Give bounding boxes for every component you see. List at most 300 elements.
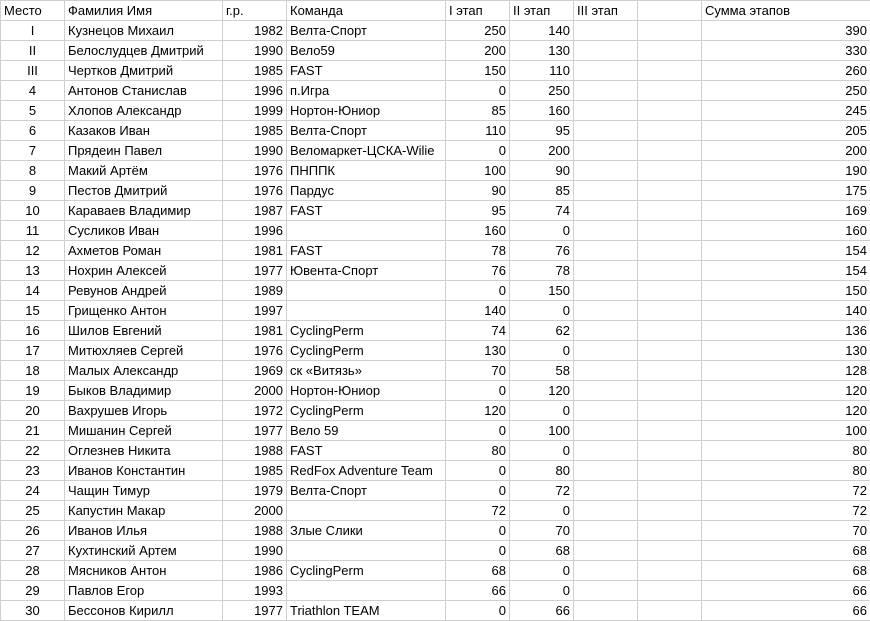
name-cell[interactable]: Казаков Иван	[65, 121, 223, 141]
birth-year-cell[interactable]: 1977	[223, 601, 287, 621]
place-cell[interactable]: 25	[1, 501, 65, 521]
name-cell[interactable]: Митюхляев Сергей	[65, 341, 223, 361]
stage-3-cell[interactable]	[574, 41, 638, 61]
stage-2-cell[interactable]: 72	[510, 481, 574, 501]
stage-3-cell[interactable]	[574, 341, 638, 361]
birth-year-cell[interactable]: 1976	[223, 341, 287, 361]
team-cell[interactable]	[287, 501, 446, 521]
place-cell[interactable]: 15	[1, 301, 65, 321]
empty-cell[interactable]	[638, 401, 702, 421]
team-cell[interactable]	[287, 281, 446, 301]
place-cell[interactable]: 26	[1, 521, 65, 541]
total-cell[interactable]: 130	[702, 341, 870, 361]
empty-cell[interactable]	[638, 221, 702, 241]
empty-cell[interactable]	[638, 181, 702, 201]
total-cell[interactable]: 72	[702, 481, 870, 501]
stage-1-cell[interactable]: 78	[446, 241, 510, 261]
table-row	[1, 121, 870, 141]
stage-3-cell[interactable]	[574, 261, 638, 281]
birth-year-cell[interactable]: 1981	[223, 241, 287, 261]
total-cell[interactable]: 80	[702, 461, 870, 481]
name-cell[interactable]: Мишанин Сергей	[65, 421, 223, 441]
stage-3-cell[interactable]	[574, 221, 638, 241]
stage-1-cell[interactable]: 70	[446, 361, 510, 381]
birth-year-cell[interactable]: 2000	[223, 501, 287, 521]
empty-cell[interactable]	[638, 101, 702, 121]
stage-1-cell[interactable]: 0	[446, 541, 510, 561]
stage-1-cell[interactable]: 100	[446, 161, 510, 181]
team-cell[interactable]: Пардус	[287, 181, 446, 201]
stage-2-cell[interactable]: 70	[510, 521, 574, 541]
empty-cell[interactable]	[638, 441, 702, 461]
stage-1-cell[interactable]: 120	[446, 401, 510, 421]
empty-cell[interactable]	[638, 321, 702, 341]
stage-3-cell[interactable]	[574, 541, 638, 561]
total-cell[interactable]: 68	[702, 561, 870, 581]
birth-year-cell[interactable]: 1997	[223, 301, 287, 321]
birth-year-cell[interactable]: 1988	[223, 441, 287, 461]
team-cell[interactable]: Нортон-Юниор	[287, 381, 446, 401]
place-cell[interactable]: 28	[1, 561, 65, 581]
stage-1-cell[interactable]: 0	[446, 81, 510, 101]
birth-year-cell[interactable]: 1996	[223, 221, 287, 241]
header-empty[interactable]	[638, 1, 702, 21]
stage-3-cell[interactable]	[574, 601, 638, 621]
place-cell[interactable]: 4	[1, 81, 65, 101]
team-cell[interactable]: Веломаркет-ЦСКА-Wilie	[287, 141, 446, 161]
place-cell[interactable]: 8	[1, 161, 65, 181]
team-cell[interactable]: FAST	[287, 241, 446, 261]
table-row	[1, 581, 870, 601]
name-cell[interactable]: Кухтинский Артем	[65, 541, 223, 561]
total-cell[interactable]: 390	[702, 21, 870, 41]
stage-3-cell[interactable]	[574, 161, 638, 181]
stage-3-cell[interactable]	[574, 481, 638, 501]
name-cell[interactable]: Ахметов Роман	[65, 241, 223, 261]
place-cell[interactable]: 23	[1, 461, 65, 481]
header-team[interactable]: Команда	[287, 1, 446, 21]
birth-year-cell[interactable]: 1982	[223, 21, 287, 41]
table-row	[1, 561, 870, 581]
birth-year-cell[interactable]: 1969	[223, 361, 287, 381]
stage-2-cell[interactable]: 150	[510, 281, 574, 301]
table-row	[1, 381, 870, 401]
stage-3-cell[interactable]	[574, 521, 638, 541]
header-stage-2[interactable]: II этап	[510, 1, 574, 21]
total-cell[interactable]: 66	[702, 581, 870, 601]
total-cell[interactable]: 66	[702, 601, 870, 621]
name-cell[interactable]: Капустин Макар	[65, 501, 223, 521]
name-cell[interactable]: Быков Владимир	[65, 381, 223, 401]
empty-cell[interactable]	[638, 161, 702, 181]
empty-cell[interactable]	[638, 341, 702, 361]
place-cell[interactable]: 5	[1, 101, 65, 121]
empty-cell[interactable]	[638, 561, 702, 581]
team-cell[interactable]: RedFox Adventure Team	[287, 461, 446, 481]
empty-cell[interactable]	[638, 61, 702, 81]
stage-3-cell[interactable]	[574, 241, 638, 261]
stage-2-cell[interactable]: 85	[510, 181, 574, 201]
empty-cell[interactable]	[638, 421, 702, 441]
stage-1-cell[interactable]: 0	[446, 521, 510, 541]
total-cell[interactable]: 154	[702, 241, 870, 261]
birth-year-cell[interactable]: 1972	[223, 401, 287, 421]
place-cell[interactable]: 7	[1, 141, 65, 161]
place-cell[interactable]: 24	[1, 481, 65, 501]
place-cell[interactable]: 6	[1, 121, 65, 141]
birth-year-cell[interactable]: 2000	[223, 381, 287, 401]
stage-1-cell[interactable]: 0	[446, 421, 510, 441]
stage-3-cell[interactable]	[574, 21, 638, 41]
stage-1-cell[interactable]: 76	[446, 261, 510, 281]
stage-1-cell[interactable]: 200	[446, 41, 510, 61]
stage-2-cell[interactable]: 0	[510, 581, 574, 601]
team-cell[interactable]	[287, 301, 446, 321]
team-cell[interactable]: FAST	[287, 201, 446, 221]
empty-cell[interactable]	[638, 141, 702, 161]
stage-1-cell[interactable]: 80	[446, 441, 510, 461]
place-cell[interactable]: 30	[1, 601, 65, 621]
birth-year-cell[interactable]: 1990	[223, 541, 287, 561]
empty-cell[interactable]	[638, 361, 702, 381]
name-cell[interactable]: Хлопов Александр	[65, 101, 223, 121]
stage-2-cell[interactable]: 0	[510, 221, 574, 241]
stage-1-cell[interactable]: 0	[446, 461, 510, 481]
stage-3-cell[interactable]	[574, 201, 638, 221]
stage-1-cell[interactable]: 90	[446, 181, 510, 201]
place-cell[interactable]: 11	[1, 221, 65, 241]
header-stage-3[interactable]: III этап	[574, 1, 638, 21]
place-cell[interactable]: 22	[1, 441, 65, 461]
team-cell[interactable]: CyclingPerm	[287, 321, 446, 341]
birth-year-cell[interactable]: 1979	[223, 481, 287, 501]
total-cell[interactable]: 100	[702, 421, 870, 441]
total-cell[interactable]: 260	[702, 61, 870, 81]
stage-1-cell[interactable]: 0	[446, 601, 510, 621]
stage-2-cell[interactable]: 90	[510, 161, 574, 181]
team-cell[interactable]: Вело59	[287, 41, 446, 61]
empty-cell[interactable]	[638, 381, 702, 401]
team-cell[interactable]: Ювента-Спорт	[287, 261, 446, 281]
place-cell[interactable]: 14	[1, 281, 65, 301]
header-stage-1[interactable]: I этап	[446, 1, 510, 21]
stage-2-cell[interactable]: 95	[510, 121, 574, 141]
stage-2-cell[interactable]: 130	[510, 41, 574, 61]
place-cell[interactable]: 13	[1, 261, 65, 281]
birth-year-cell[interactable]: 1987	[223, 201, 287, 221]
team-cell[interactable]: CyclingPerm	[287, 561, 446, 581]
total-cell[interactable]: 200	[702, 141, 870, 161]
stage-3-cell[interactable]	[574, 401, 638, 421]
stage-2-cell[interactable]: 78	[510, 261, 574, 281]
stage-2-cell[interactable]: 140	[510, 21, 574, 41]
empty-cell[interactable]	[638, 501, 702, 521]
name-cell[interactable]: Сусликов Иван	[65, 221, 223, 241]
empty-cell[interactable]	[638, 21, 702, 41]
stage-2-cell[interactable]: 100	[510, 421, 574, 441]
birth-year-cell[interactable]: 1989	[223, 281, 287, 301]
table-row	[1, 321, 870, 341]
name-cell[interactable]: Прядеин Павел	[65, 141, 223, 161]
header-total[interactable]: Сумма этапов	[702, 1, 870, 21]
birth-year-cell[interactable]: 1981	[223, 321, 287, 341]
stage-1-cell[interactable]: 0	[446, 481, 510, 501]
table-row	[1, 541, 870, 561]
team-cell[interactable]: Triathlon TEAM	[287, 601, 446, 621]
birth-year-cell[interactable]: 1985	[223, 61, 287, 81]
total-cell[interactable]: 68	[702, 541, 870, 561]
team-cell[interactable]: Злые Слики	[287, 521, 446, 541]
birth-year-cell[interactable]: 1986	[223, 561, 287, 581]
total-cell[interactable]: 245	[702, 101, 870, 121]
total-cell[interactable]: 205	[702, 121, 870, 141]
place-cell[interactable]: II	[1, 41, 65, 61]
place-cell[interactable]: 18	[1, 361, 65, 381]
total-cell[interactable]: 160	[702, 221, 870, 241]
total-cell[interactable]: 72	[702, 501, 870, 521]
name-cell[interactable]: Бессонов Кирилл	[65, 601, 223, 621]
stage-3-cell[interactable]	[574, 381, 638, 401]
empty-cell[interactable]	[638, 241, 702, 261]
total-cell[interactable]: 150	[702, 281, 870, 301]
stage-2-cell[interactable]: 66	[510, 601, 574, 621]
team-cell[interactable]: FAST	[287, 61, 446, 81]
stage-1-cell[interactable]: 72	[446, 501, 510, 521]
stage-3-cell[interactable]	[574, 441, 638, 461]
team-cell[interactable]: Нортон-Юниор	[287, 101, 446, 121]
birth-year-cell[interactable]: 1976	[223, 161, 287, 181]
team-cell[interactable]: Велта-Спорт	[287, 481, 446, 501]
team-cell[interactable]: CyclingPerm	[287, 341, 446, 361]
table-row	[1, 161, 870, 181]
name-cell[interactable]: Караваев Владимир	[65, 201, 223, 221]
table-row	[1, 41, 870, 61]
place-cell[interactable]: 17	[1, 341, 65, 361]
table-row	[1, 21, 870, 41]
stage-1-cell[interactable]: 150	[446, 61, 510, 81]
stage-3-cell[interactable]	[574, 301, 638, 321]
stage-3-cell[interactable]	[574, 181, 638, 201]
stage-3-cell[interactable]	[574, 421, 638, 441]
stage-2-cell[interactable]: 62	[510, 321, 574, 341]
name-cell[interactable]: Шилов Евгений	[65, 321, 223, 341]
name-cell[interactable]: Ревунов Андрей	[65, 281, 223, 301]
stage-1-cell[interactable]: 110	[446, 121, 510, 141]
stage-1-cell[interactable]: 0	[446, 381, 510, 401]
name-cell[interactable]: Макий Артём	[65, 161, 223, 181]
total-cell[interactable]: 120	[702, 381, 870, 401]
stage-3-cell[interactable]	[574, 61, 638, 81]
results-body	[1, 21, 870, 621]
birth-year-cell[interactable]: 1999	[223, 101, 287, 121]
stage-2-cell[interactable]: 120	[510, 381, 574, 401]
empty-cell[interactable]	[638, 461, 702, 481]
birth-year-cell[interactable]: 1993	[223, 581, 287, 601]
stage-1-cell[interactable]: 160	[446, 221, 510, 241]
stage-3-cell[interactable]	[574, 281, 638, 301]
name-cell[interactable]: Чащин Тимур	[65, 481, 223, 501]
stage-1-cell[interactable]: 68	[446, 561, 510, 581]
total-cell[interactable]: 330	[702, 41, 870, 61]
total-cell[interactable]: 190	[702, 161, 870, 181]
place-cell[interactable]: 29	[1, 581, 65, 601]
place-cell[interactable]: 20	[1, 401, 65, 421]
total-cell[interactable]: 154	[702, 261, 870, 281]
total-cell[interactable]: 175	[702, 181, 870, 201]
team-cell[interactable]: CyclingPerm	[287, 401, 446, 421]
header-name[interactable]: Фамилия Имя	[65, 1, 223, 21]
name-cell[interactable]: Грищенко Антон	[65, 301, 223, 321]
stage-2-cell[interactable]: 0	[510, 501, 574, 521]
birth-year-cell[interactable]: 1985	[223, 461, 287, 481]
header-birth-year[interactable]: г.р.	[223, 1, 287, 21]
stage-2-cell[interactable]: 0	[510, 301, 574, 321]
team-cell[interactable]: ПНППК	[287, 161, 446, 181]
stage-2-cell[interactable]: 74	[510, 201, 574, 221]
name-cell[interactable]: Антонов Станислав	[65, 81, 223, 101]
name-cell[interactable]: Кузнецов Михаил	[65, 21, 223, 41]
place-cell[interactable]: 9	[1, 181, 65, 201]
table-row	[1, 241, 870, 261]
total-cell[interactable]: 136	[702, 321, 870, 341]
name-cell[interactable]: Белослудцев Дмитрий	[65, 41, 223, 61]
table-row	[1, 501, 870, 521]
empty-cell[interactable]	[638, 201, 702, 221]
table-row	[1, 261, 870, 281]
name-cell[interactable]: Иванов Илья	[65, 521, 223, 541]
place-cell[interactable]: 10	[1, 201, 65, 221]
stage-3-cell[interactable]	[574, 581, 638, 601]
stage-2-cell[interactable]: 200	[510, 141, 574, 161]
stage-1-cell[interactable]: 74	[446, 321, 510, 341]
name-cell[interactable]: Мясников Антон	[65, 561, 223, 581]
stage-3-cell[interactable]	[574, 561, 638, 581]
stage-3-cell[interactable]	[574, 501, 638, 521]
stage-2-cell[interactable]: 110	[510, 61, 574, 81]
empty-cell[interactable]	[638, 601, 702, 621]
total-cell[interactable]: 140	[702, 301, 870, 321]
birth-year-cell[interactable]: 1985	[223, 121, 287, 141]
birth-year-cell[interactable]: 1976	[223, 181, 287, 201]
empty-cell[interactable]	[638, 121, 702, 141]
stage-2-cell[interactable]: 80	[510, 461, 574, 481]
name-cell[interactable]: Павлов Егор	[65, 581, 223, 601]
stage-1-cell[interactable]: 140	[446, 301, 510, 321]
name-cell[interactable]: Чертков Дмитрий	[65, 61, 223, 81]
team-cell[interactable]	[287, 581, 446, 601]
place-cell[interactable]: 16	[1, 321, 65, 341]
team-cell[interactable]: ск «Витязь»	[287, 361, 446, 381]
place-cell[interactable]: 27	[1, 541, 65, 561]
empty-cell[interactable]	[638, 541, 702, 561]
birth-year-cell[interactable]: 1988	[223, 521, 287, 541]
stage-1-cell[interactable]: 0	[446, 281, 510, 301]
table-row	[1, 361, 870, 381]
table-row	[1, 441, 870, 461]
stage-3-cell[interactable]	[574, 461, 638, 481]
stage-2-cell[interactable]: 58	[510, 361, 574, 381]
name-cell[interactable]: Пестов Дмитрий	[65, 181, 223, 201]
stage-2-cell[interactable]: 68	[510, 541, 574, 561]
stage-2-cell[interactable]: 0	[510, 341, 574, 361]
stage-3-cell[interactable]	[574, 141, 638, 161]
stage-3-cell[interactable]	[574, 81, 638, 101]
birth-year-cell[interactable]: 1990	[223, 141, 287, 161]
team-cell[interactable]: Вело 59	[287, 421, 446, 441]
empty-cell[interactable]	[638, 41, 702, 61]
total-cell[interactable]: 128	[702, 361, 870, 381]
table-row	[1, 341, 870, 361]
empty-cell[interactable]	[638, 81, 702, 101]
empty-cell[interactable]	[638, 521, 702, 541]
stage-1-cell[interactable]: 130	[446, 341, 510, 361]
table-row	[1, 141, 870, 161]
stage-1-cell[interactable]: 85	[446, 101, 510, 121]
name-cell[interactable]: Иванов Константин	[65, 461, 223, 481]
header-place[interactable]: Место	[1, 1, 65, 21]
name-cell[interactable]: Оглезнев Никита	[65, 441, 223, 461]
name-cell[interactable]: Малых Александр	[65, 361, 223, 381]
team-cell[interactable]: Велта-Спорт	[287, 21, 446, 41]
team-cell[interactable]: Велта-Спорт	[287, 121, 446, 141]
total-cell[interactable]: 120	[702, 401, 870, 421]
name-cell[interactable]: Вахрушев Игорь	[65, 401, 223, 421]
stage-2-cell[interactable]: 250	[510, 81, 574, 101]
stage-1-cell[interactable]: 66	[446, 581, 510, 601]
table-row	[1, 281, 870, 301]
place-cell[interactable]: III	[1, 61, 65, 81]
stage-3-cell[interactable]	[574, 101, 638, 121]
stage-2-cell[interactable]: 0	[510, 561, 574, 581]
empty-cell[interactable]	[638, 481, 702, 501]
team-cell[interactable]	[287, 541, 446, 561]
stage-2-cell[interactable]: 0	[510, 441, 574, 461]
stage-3-cell[interactable]	[574, 361, 638, 381]
stage-1-cell[interactable]: 250	[446, 21, 510, 41]
total-cell[interactable]: 250	[702, 81, 870, 101]
name-cell[interactable]: Нохрин Алексей	[65, 261, 223, 281]
birth-year-cell[interactable]: 1990	[223, 41, 287, 61]
stage-1-cell[interactable]: 95	[446, 201, 510, 221]
stage-3-cell[interactable]	[574, 121, 638, 141]
team-cell[interactable]: FAST	[287, 441, 446, 461]
total-cell[interactable]: 169	[702, 201, 870, 221]
stage-3-cell[interactable]	[574, 321, 638, 341]
birth-year-cell[interactable]: 1977	[223, 261, 287, 281]
stage-2-cell[interactable]: 160	[510, 101, 574, 121]
place-cell[interactable]: 21	[1, 421, 65, 441]
empty-cell[interactable]	[638, 281, 702, 301]
team-cell[interactable]: п.Игра	[287, 81, 446, 101]
place-cell[interactable]: 12	[1, 241, 65, 261]
empty-cell[interactable]	[638, 581, 702, 601]
table-row	[1, 221, 870, 241]
total-cell[interactable]: 70	[702, 521, 870, 541]
table-row	[1, 101, 870, 121]
birth-year-cell[interactable]: 1977	[223, 421, 287, 441]
empty-cell[interactable]	[638, 301, 702, 321]
place-cell[interactable]: 19	[1, 381, 65, 401]
stage-1-cell[interactable]: 0	[446, 141, 510, 161]
empty-cell[interactable]	[638, 261, 702, 281]
place-cell[interactable]: I	[1, 21, 65, 41]
stage-2-cell[interactable]: 0	[510, 401, 574, 421]
stage-2-cell[interactable]: 76	[510, 241, 574, 261]
total-cell[interactable]: 80	[702, 441, 870, 461]
table-row	[1, 521, 870, 541]
birth-year-cell[interactable]: 1996	[223, 81, 287, 101]
team-cell[interactable]	[287, 221, 446, 241]
